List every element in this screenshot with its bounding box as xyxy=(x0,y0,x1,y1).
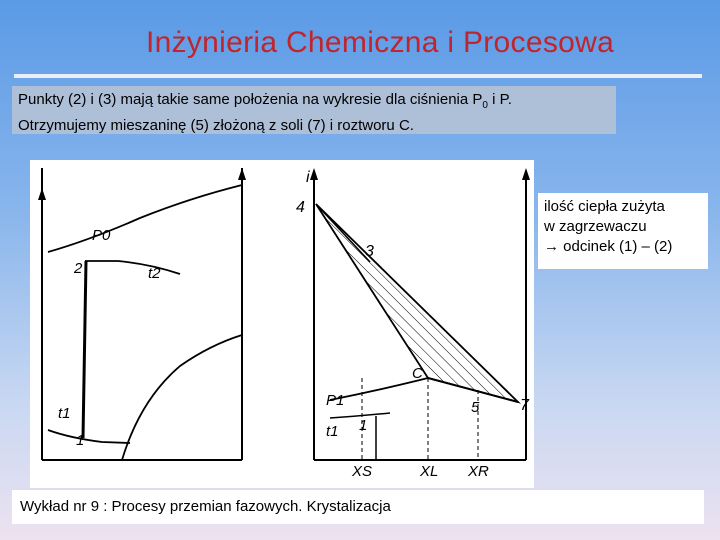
label-p0: P0 xyxy=(92,227,111,244)
line-4-3 xyxy=(316,204,370,262)
left-axis-arrow-right xyxy=(238,168,246,180)
label-xs: XS xyxy=(352,463,373,480)
enthalpy-diagram xyxy=(30,160,534,488)
heating-line xyxy=(83,261,86,438)
title-underline xyxy=(14,74,702,78)
label-xr: XR xyxy=(468,463,489,480)
description-subscript: 0 xyxy=(482,100,488,111)
heat-note-line-2: w zagrzewaczu xyxy=(544,218,647,235)
label-point-4: 4 xyxy=(296,199,305,216)
arrow-right-icon: → xyxy=(544,238,559,255)
heat-note-segment: odcinek (1) – (2) xyxy=(559,238,673,255)
label-p1: P1 xyxy=(326,392,345,409)
right-axis-arrow-right xyxy=(522,168,530,180)
label-t1: t1 xyxy=(58,405,71,422)
heat-note-box xyxy=(538,193,708,269)
label-t1-right: t1 xyxy=(326,423,339,440)
heat-note-line-3 xyxy=(544,237,702,257)
saturation-curve xyxy=(122,335,242,460)
label-point-3: 3 xyxy=(365,243,374,260)
label-point-7: 7 xyxy=(520,397,529,414)
diagram-svg xyxy=(30,160,534,488)
description-line-2: Otrzymujemy mieszaninę (5) złożoną z soli (7) i roztworu C. xyxy=(18,117,414,134)
left-panel xyxy=(38,168,246,460)
footer-caption: Wykład nr 9 : Procesy przemian fazowych. Krystalizacja xyxy=(12,490,704,524)
t2-isotherm xyxy=(85,261,180,274)
label-point-1-right: 1 xyxy=(359,417,368,434)
label-point-2: 2 xyxy=(74,260,83,277)
description-box xyxy=(12,86,616,134)
description-line-1-text: Punkty (2) i (3) mają takie same położenia na wykresie dla ciśnienia P xyxy=(18,91,483,108)
description-line-1-end: i P. xyxy=(487,91,512,108)
label-point-1: 1 xyxy=(76,432,85,449)
right-panel xyxy=(296,168,530,480)
label-point-c: C xyxy=(412,365,423,382)
right-axis-arrow-left xyxy=(310,168,318,180)
label-xl: XL xyxy=(420,463,439,480)
label-axis-i: i xyxy=(306,169,310,186)
p0-isobar xyxy=(48,185,242,252)
description-line-1 xyxy=(18,90,610,116)
label-t2: t2 xyxy=(148,265,161,282)
left-axis-arrow-left xyxy=(38,188,46,200)
heat-note-line-1: ilość ciepła zużyta xyxy=(544,198,665,215)
label-point-5: 5 xyxy=(471,399,480,416)
slide-title: Inżynieria Chemiczna i Procesowa xyxy=(145,26,615,59)
t1-isotherm xyxy=(48,430,130,443)
